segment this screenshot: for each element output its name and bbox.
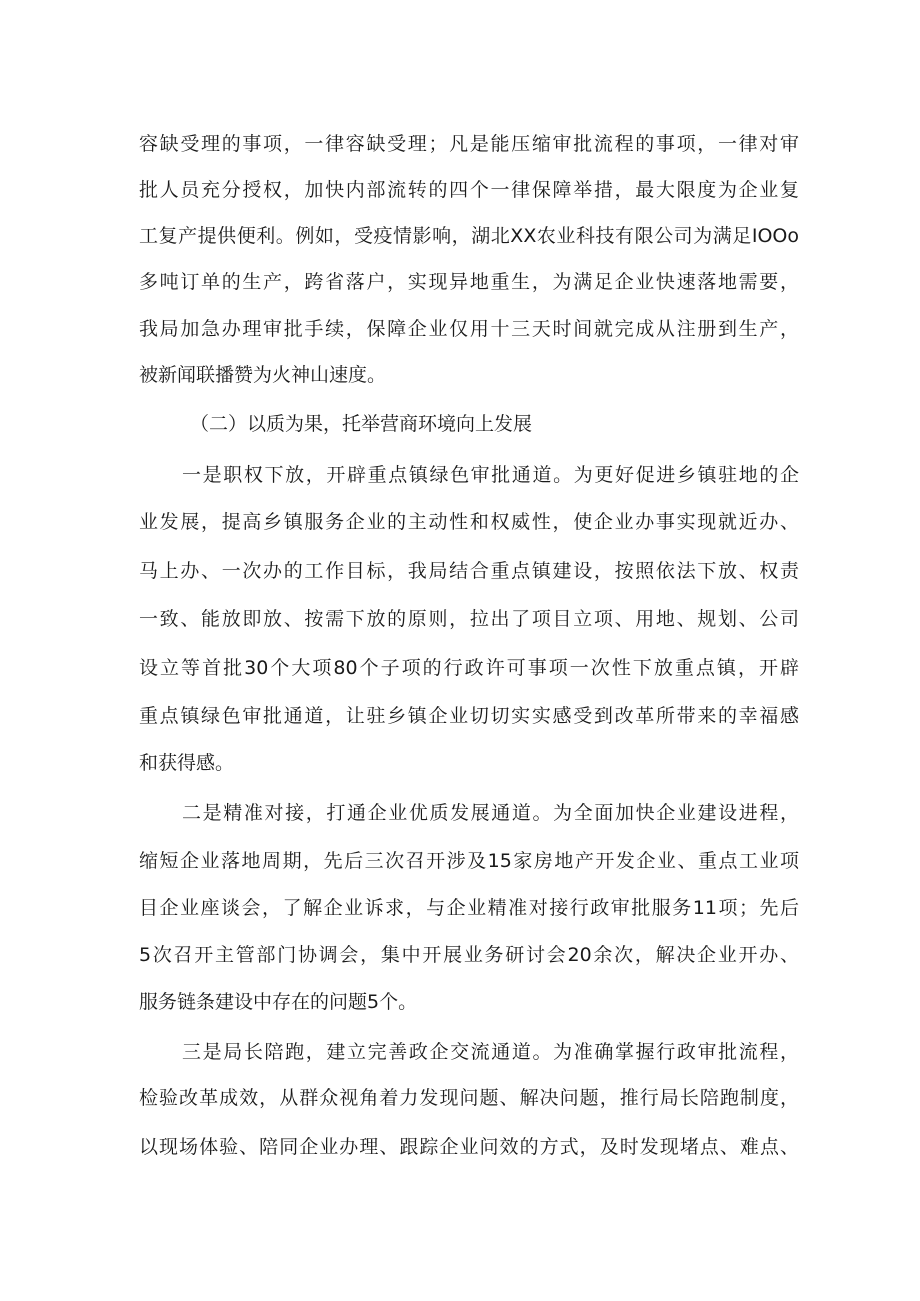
body-text-line: 和获得感。 [139,752,235,774]
body-text-line: 我局加急办理审批手续，保障企业仅用十三天时间就完成从注册到生产， [139,318,799,340]
body-text-line: 以现场体验、陪同企业办理、跟踪企业问效的方式，及时发现堵点、难点、 [139,1136,799,1158]
body-text-line: 检验改革成效，从群众视角着力发现问题、解决问题，推行局长陪跑制度， [139,1087,799,1109]
body-text-line: 目企业座谈会，了解企业诉求，与企业精准对接行政审批服务11项；先后 [139,897,799,919]
body-text-line: 批人员充分授权，加快内部流转的四个一律保障举措，最大限度为企业复 [139,179,799,201]
paragraph-first-line: 一是职权下放，开辟重点镇绿色审批通道。为更好促进乡镇驻地的企 [182,464,799,486]
body-text-line: 缩短企业落地周期，先后三次召开涉及15家房地产开发企业、重点工业项 [139,850,799,872]
body-text-line: 被新闻联播赞为火神山速度。 [139,364,387,386]
body-text-line: 马上办、一次办的工作目标，我局结合重点镇建设，按照依法下放、权责 [139,560,799,582]
body-text-line: 多吨订单的生产，跨省落户，实现异地重生，为满足企业快速落地需要， [139,271,799,293]
body-text-line: 重点镇绿色审批通道，让驻乡镇企业切切实实感受到改革所带来的幸福感 [139,705,799,727]
body-text-line: 一致、能放即放、按需下放的原则，拉出了项目立项、用地、规划、公司 [139,608,799,630]
body-text-line: 设立等首批30个大项80个子项的行政许可事项一次性下放重点镇，开辟 [139,657,799,679]
body-text-line: 5次召开主管部门协调会，集中开展业务研讨会20余次，解决企业开办、 [139,944,799,966]
paragraph-first-line: 二是精准对接，打通企业优质发展通道。为全面加快企业建设进程， [182,802,799,824]
body-text-line: 业发展，提高乡镇服务企业的主动性和权威性，使企业办事实现就近办、 [139,511,799,533]
body-text-line: 工复产提供便利。例如，受疫情影响，湖北XX农业科技有限公司为满足IOOo [139,225,799,247]
body-text-line: 容缺受理的事项，一律容缺受理；凡是能压缩审批流程的事项，一律对审 [139,133,799,155]
paragraph-first-line: 三是局长陪跑，建立完善政企交流通道。为准确掌握行政审批流程， [182,1041,799,1063]
body-text-line: 服务链条建设中存在的问题5个。 [139,991,418,1013]
section-heading: （二）以质为果，托举营商环境向上发展 [190,413,533,435]
